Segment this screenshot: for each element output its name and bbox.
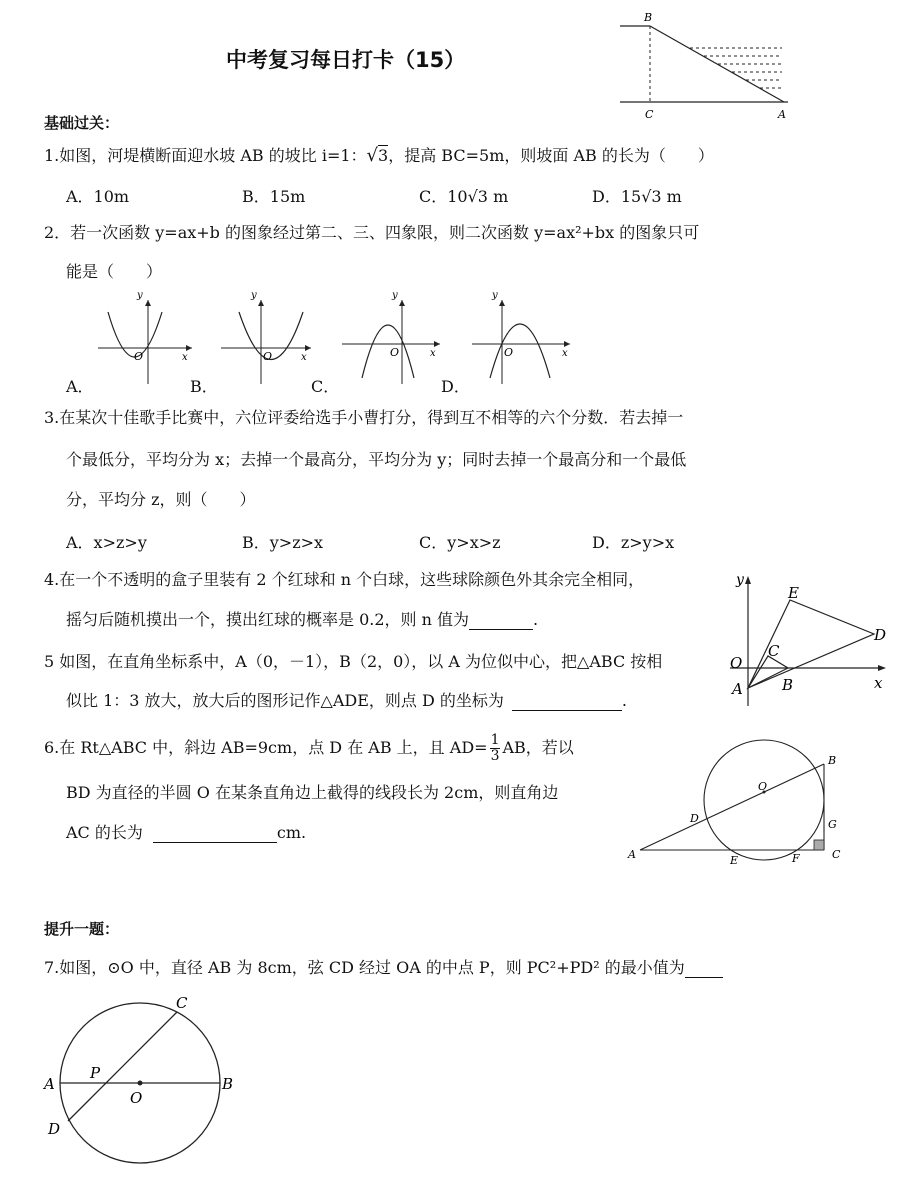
q1-option-d: D．15√3 m — [592, 187, 682, 206]
q2c-x: x — [430, 348, 436, 359]
q5-answer-blank[interactable] — [512, 694, 622, 711]
q6-stem-line1-b: AB，若以 — [502, 738, 574, 757]
q2a-o: O — [134, 350, 144, 363]
q6-label-c: C — [832, 848, 841, 861]
q7-label-d: D — [48, 1120, 61, 1138]
q6-label-f: F — [792, 852, 800, 865]
q2b-y: y — [251, 290, 257, 301]
q1-option-b: B．15m — [242, 187, 306, 206]
q6-fraction — [490, 733, 501, 764]
q5-stem-line1: 5 如图，在直角坐标系中，A（0，－1），B（2，0），以 A 为位似中心，把△ABC 按相 — [44, 652, 663, 671]
q6-frac-num: 1 — [490, 732, 500, 748]
q3-option-c: C．y>x>z — [419, 533, 501, 552]
q1-embankment-figure — [612, 8, 802, 123]
q3-stem-line3: 分，平均分 z，则（ ） — [66, 490, 256, 509]
q4-stem-line2 — [66, 610, 538, 630]
q4-stem-line1: 4.在一个不透明的盒子里装有 2 个红球和 n 个白球，这些球除颜色外其余完全相同， — [44, 570, 645, 589]
q2b-x: x — [301, 352, 307, 363]
q6-label-a: A — [628, 848, 636, 861]
q2d-y: y — [492, 290, 498, 301]
q2d-x: x — [562, 348, 568, 359]
q7-stem-text: 7.如图，⊙O 中，直径 AB 为 8cm，弦 CD 经过 OA 的中点 P，则 PC²+PD² 的最小值为 — [44, 958, 685, 977]
q2-graph-c — [340, 292, 450, 387]
q6-stem-line3 — [66, 823, 306, 843]
q1-sqrt-value: 3 — [378, 146, 389, 165]
q5-label-b: B — [782, 676, 794, 694]
q6-label-e: E — [730, 854, 739, 867]
q2-stem-line2: 能是（ ） — [66, 262, 163, 281]
section-advanced-heading: 提升一题： — [44, 920, 120, 938]
sqrt-icon: √ — [366, 145, 379, 166]
q2-graph-b — [215, 292, 325, 387]
q1-label-b: B — [644, 11, 653, 24]
q6-label-d: D — [690, 812, 699, 825]
q7-circle-figure — [40, 990, 240, 1170]
q2-option-c: C． — [311, 377, 340, 396]
q2-option-d: D． — [441, 377, 470, 396]
section-basic-heading: 基础过关： — [44, 114, 120, 132]
q5-coordinate-figure — [726, 570, 894, 710]
q2-stem-line1: 2．若一次函数 y=ax+b 的图象经过第二、三、四象限，则二次函数 y=ax²+bx 的图象只可 — [44, 223, 700, 242]
q5-end: . — [621, 691, 627, 710]
q2-graph-a — [92, 292, 202, 387]
q6-stem-line3-a: AC 的长为 — [66, 823, 143, 842]
page-title: 中考复习每日打卡（15） — [226, 48, 466, 72]
q6-label-b: B — [828, 754, 837, 767]
q6-circle-triangle-figure — [624, 740, 850, 870]
q6-label-o: O — [758, 780, 768, 793]
q2c-y: y — [392, 290, 398, 301]
q6-stem-line1 — [44, 733, 574, 764]
q1-stem-b: ，提高 BC=5m，则坡面 AB 的长为（ ） — [388, 146, 714, 165]
q3-stem-line2: 个最低分，平均分为 x；去掉一个最高分，平均分为 y；同时去掉一个最高分和一个最低 — [66, 450, 687, 469]
q1-stem-a: 1.如图，河堤横断面迎水坡 AB 的坡比 i=1： — [44, 146, 367, 165]
q4-answer-blank[interactable] — [469, 613, 533, 630]
q5-label-y: y — [736, 572, 744, 588]
q7-label-o: O — [130, 1089, 143, 1107]
q1-label-a: A — [778, 108, 786, 121]
q5-label-o: O — [730, 654, 743, 672]
q2c-o: O — [390, 346, 400, 359]
q7-label-b: B — [222, 1075, 234, 1093]
q6-stem-line2: BD 为直径的半圆 O 在某条直角边上截得的线段长为 2cm，则直角边 — [66, 783, 559, 802]
q1-option-a: A．10m — [66, 187, 130, 206]
q1-label-c: C — [645, 108, 654, 121]
q5-stem-line2-text: 似比 1：3 放大，放大后的图形记作△ADE，则点 D 的坐标为 — [66, 691, 504, 710]
q6-stem-line3-b: cm. — [276, 823, 307, 842]
q2-option-b: B． — [190, 377, 218, 396]
q6-frac-den: 3 — [490, 748, 500, 764]
q3-stem-line1: 3.在某次十佳歌手比赛中，六位评委给选手小曹打分，得到互不相等的六个分数．若去掉一 — [44, 408, 684, 427]
q4-stem-line2-text: 摇匀后随机摸出一个，摸出红球的概率是 0.2，则 n 值为 — [66, 610, 470, 629]
q6-label-g: G — [828, 818, 837, 831]
q2-option-a: A． — [66, 377, 94, 396]
q7-label-a: A — [44, 1075, 55, 1093]
q1-stem — [44, 146, 714, 166]
q6-stem-line1-a: 6.在 Rt△ABC 中，斜边 AB=9cm，点 D 在 AB 上，且 AD= — [44, 738, 488, 757]
q6-answer-blank[interactable] — [153, 826, 277, 843]
q7-label-p: P — [90, 1064, 101, 1082]
q5-label-x: x — [874, 674, 883, 692]
q4-end: . — [533, 610, 539, 629]
q5-label-a: A — [732, 680, 743, 698]
q5-label-c: C — [768, 642, 780, 660]
q3-option-a: A．x>z>y — [66, 533, 147, 552]
q7-label-c: C — [176, 994, 188, 1012]
q7-answer-blank[interactable] — [685, 961, 723, 978]
q2a-x: x — [182, 352, 188, 363]
q3-option-b: B．y>z>x — [242, 533, 324, 552]
q2d-o: O — [504, 346, 514, 359]
q3-option-d: D．z>y>x — [592, 533, 675, 552]
q5-label-e: E — [788, 584, 799, 602]
q1-option-c: C．10√3 m — [419, 187, 509, 206]
q2b-o: O — [263, 350, 273, 363]
q5-label-d: D — [874, 626, 887, 644]
q5-stem-line2 — [66, 691, 627, 711]
q2a-y: y — [137, 290, 143, 301]
q2-graph-d — [470, 292, 580, 387]
q7-stem — [44, 958, 723, 978]
